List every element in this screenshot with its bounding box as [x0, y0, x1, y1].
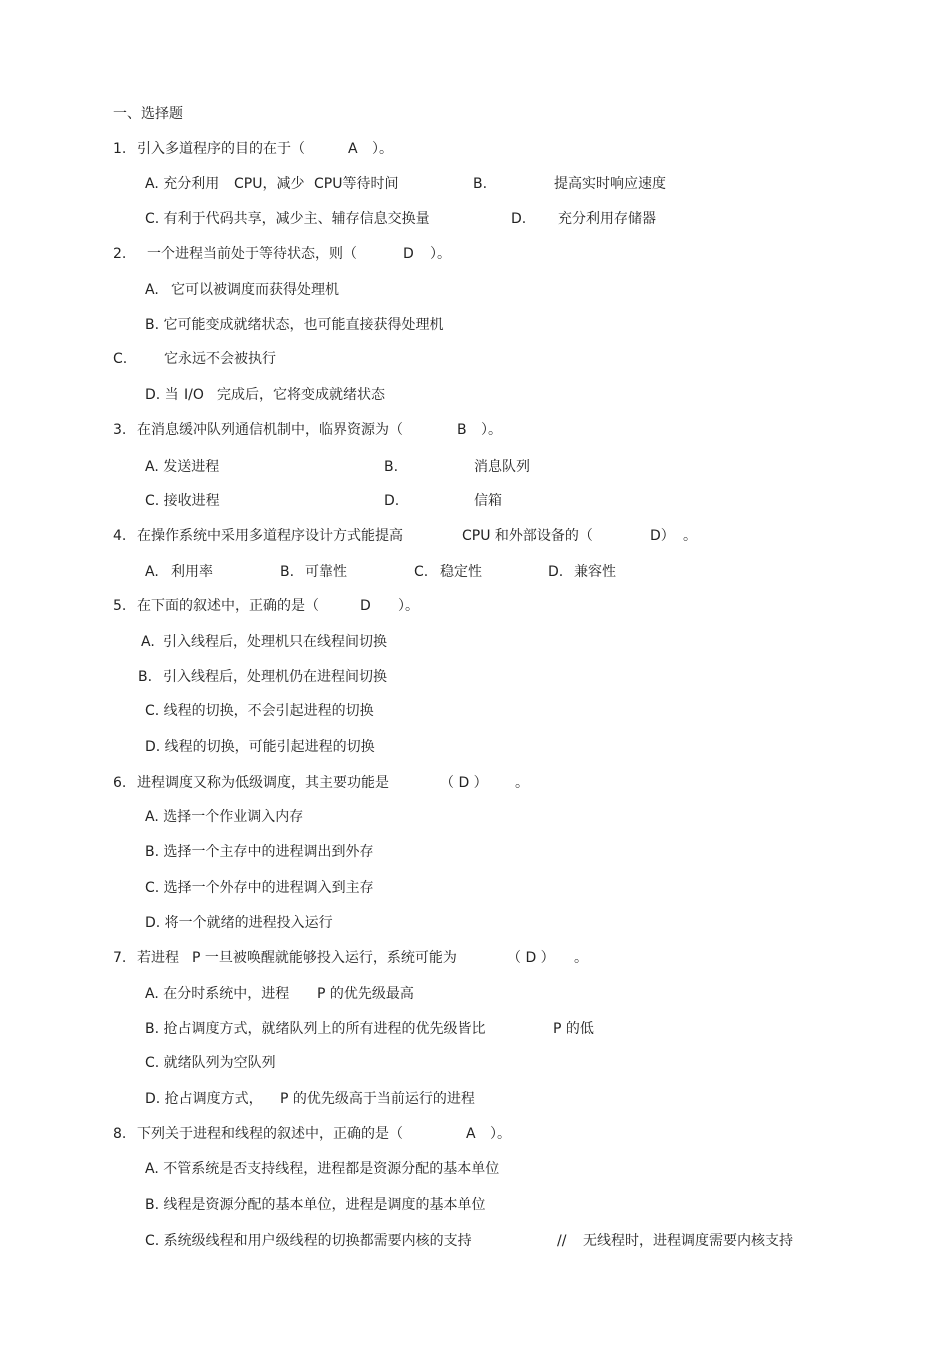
option-b-rest: P 的低: [553, 1021, 594, 1037]
option-a-cpu: CPU，减少: [234, 176, 305, 192]
option-a-text: 利用率: [171, 564, 213, 580]
option-d-text: 完成后，它将变成就绪状态: [217, 387, 385, 403]
question-text: 进程调度又称为低级调度，其主要功能是: [137, 775, 389, 791]
question-text: 一个进程当前处于等待状态，则（: [147, 246, 357, 262]
question-end: ）。: [430, 246, 451, 262]
question-text: 在操作系统中采用多道程序设计方式能提高: [137, 528, 403, 544]
question-number: 5.: [113, 598, 127, 614]
option-a-text: A. 发送进程: [145, 459, 220, 475]
question-number: 6.: [113, 775, 127, 791]
option-c-text: C. 有利于代码共享，减少主、辅存信息交换量: [145, 211, 430, 227]
question-end: ）。: [372, 141, 393, 157]
answer: A: [348, 141, 358, 157]
option-a-rest: CPU等待时间: [314, 176, 399, 192]
question-mid: CPU 和外部设备的（: [462, 528, 593, 544]
question-mid: P 一旦被唤醒就能够投入运行，系统可能为: [192, 950, 457, 966]
option-d-label: D.: [511, 211, 527, 227]
question-number: 4.: [113, 528, 127, 544]
option-b-text: 提高实时响应速度: [554, 176, 666, 192]
option-c-text: C. 选择一个外存中的进程调入到主存: [145, 880, 374, 896]
option-b-text: B. 选择一个主存中的进程调出到外存: [145, 844, 374, 860]
option-a-text: A. 在分时系统中，进程: [145, 986, 290, 1002]
answer: （ D ）: [507, 950, 555, 966]
question-end: 。: [515, 775, 529, 791]
answer: B: [457, 422, 467, 438]
option-a-rest: P 的优先级最高: [317, 986, 414, 1002]
option-a-label: A.: [145, 564, 159, 580]
comment-slashes: //: [557, 1233, 567, 1249]
comment-text: 无线程时，进程调度需要内核支持: [583, 1233, 793, 1249]
answer: D: [403, 246, 414, 262]
option-d-label: D.: [548, 564, 564, 580]
option-c-text: 稳定性: [440, 564, 482, 580]
option-d-io: I/O: [184, 387, 204, 403]
answer: D）: [650, 528, 675, 544]
option-c-text: C. 接收进程: [145, 493, 220, 509]
question-text: 引入多道程序的目的在于（: [137, 141, 305, 157]
question-number: 1.: [113, 141, 127, 157]
answer: A: [466, 1126, 476, 1142]
option-c-label: C.: [113, 351, 128, 367]
option-a-text: 引入线程后，处理机只在线程间切换: [163, 634, 387, 650]
option-b-label: B.: [473, 176, 488, 192]
option-c-label: C.: [414, 564, 429, 580]
question-end: ）。: [481, 422, 502, 438]
question-number: 3.: [113, 422, 127, 438]
option-b-text: B. 它可能变成就绪状态，也可能直接获得处理机: [145, 317, 444, 333]
option-d-label: D.: [384, 493, 400, 509]
option-b-text: 消息队列: [474, 459, 530, 475]
option-d-text: D. 抢占调度方式，: [145, 1091, 263, 1107]
question-number: 8.: [113, 1126, 127, 1142]
option-d-text: 充分利用存储器: [558, 211, 656, 227]
question-end: 。: [683, 528, 697, 544]
option-d-text: D. 将一个就绪的进程投入运行: [145, 915, 333, 931]
option-a-text: A. 不管系统是否支持线程，进程都是资源分配的基本单位: [145, 1161, 500, 1177]
option-d-text: D. 线程的切换，可能引起进程的切换: [145, 739, 375, 755]
option-c-text: C. 线程的切换，不会引起进程的切换: [145, 703, 374, 719]
option-d-text: 信箱: [474, 493, 502, 509]
question-text: 下列关于进程和线程的叙述中，正确的是（: [137, 1126, 403, 1142]
option-c-text: C. 系统级线程和用户级线程的切换都需要内核的支持: [145, 1233, 472, 1249]
option-a-label: A.: [141, 634, 155, 650]
question-end: ）。: [490, 1126, 511, 1142]
question-text: 若进程: [137, 950, 179, 966]
answer: （ D ）: [440, 775, 488, 791]
option-a-label: A. 充分利用: [145, 176, 220, 192]
question-end: ）。: [398, 598, 419, 614]
question-number: 2.: [113, 246, 127, 262]
answer: D: [360, 598, 371, 614]
option-c-text: 它永远不会被执行: [164, 351, 276, 367]
question-number: 7.: [113, 950, 127, 966]
option-b-label: B.: [280, 564, 295, 580]
option-a-text: A. 选择一个作业调入内存: [145, 809, 304, 825]
question-text: 在下面的叙述中，正确的是（: [137, 598, 319, 614]
option-b-text: 可靠性: [305, 564, 347, 580]
option-b-text: B. 线程是资源分配的基本单位，进程是调度的基本单位: [145, 1197, 486, 1213]
option-c-text: C. 就绪队列为空队列: [145, 1055, 276, 1071]
option-b-label: B.: [384, 459, 399, 475]
option-d-rest: P 的优先级高于当前运行的进程: [280, 1091, 475, 1107]
option-b-text: B. 抢占调度方式，就绪队列上的所有进程的优先级皆比: [145, 1021, 486, 1037]
option-d-text: 兼容性: [574, 564, 616, 580]
option-a-text: 它可以被调度而获得处理机: [171, 282, 339, 298]
option-d-label: D. 当: [145, 387, 179, 403]
option-a-label: A.: [145, 282, 159, 298]
option-b-label: B.: [138, 669, 153, 685]
question-end: 。: [574, 950, 588, 966]
section-title: 一、选择题: [113, 106, 183, 122]
question-text: 在消息缓冲队列通信机制中，临界资源为（: [137, 422, 403, 438]
option-b-text: 引入线程后，处理机仍在进程间切换: [163, 669, 387, 685]
